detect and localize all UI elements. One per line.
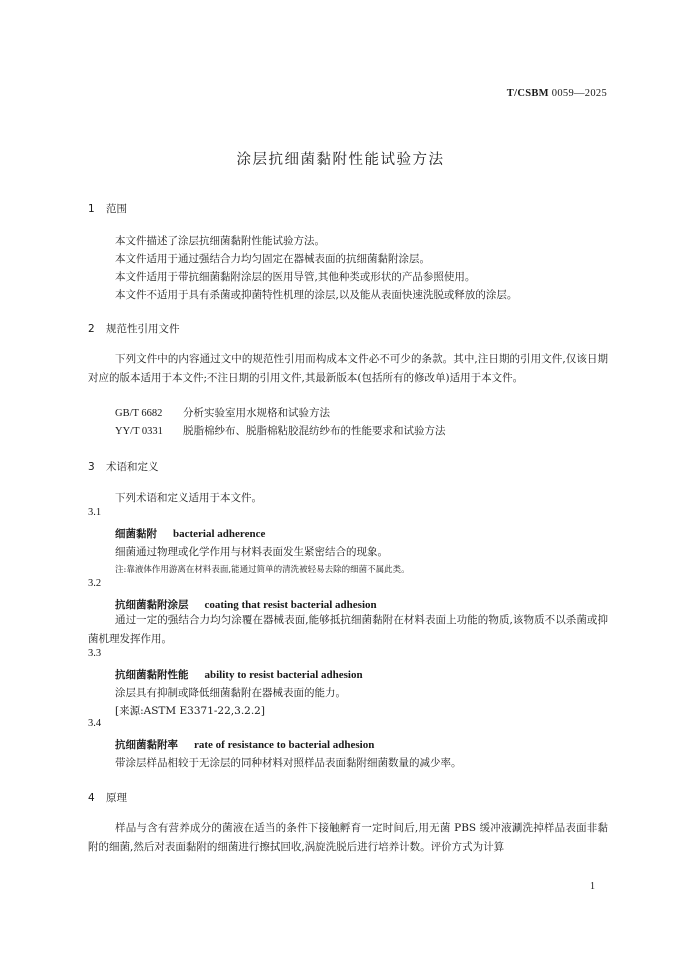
term-note: 注:靠液体作用游离在材料表面,能通过简单的清洗被轻易去除的细菌不属此类。 bbox=[115, 565, 410, 575]
term-definition: 涂层具有抑制或降低细菌黏附在器械表面的能力。 bbox=[115, 687, 346, 699]
page-number: 1 bbox=[590, 881, 595, 892]
section-3-heading bbox=[88, 459, 159, 474]
reference-title: 脱脂棉纱布、脱脂棉粘胶混纺纱布的性能要求和试验方法 bbox=[183, 425, 446, 437]
term-number: 3.4 bbox=[88, 718, 102, 729]
term-en: coating that resist bacterial adhesion bbox=[204, 599, 377, 611]
doc-id-prefix: T/CSBM bbox=[506, 88, 549, 99]
term-en: ability to resist bacterial adhesion bbox=[204, 669, 363, 681]
section-1-heading bbox=[88, 201, 127, 216]
section-number: 1 bbox=[88, 203, 95, 215]
term-zh: 抗细菌黏附性能 bbox=[115, 669, 189, 681]
section-number: 4 bbox=[88, 792, 95, 804]
reference-code: YY/T 0331 bbox=[115, 426, 163, 437]
term-number: 3.2 bbox=[88, 578, 102, 589]
document-title: 涂层抗细菌黏附性能试验方法 bbox=[236, 152, 445, 168]
term-definition: 通过一定的强结合力均匀涂覆在器械表面,能够抵抗细菌黏附在材料表面上功能的物质,该物质不以杀菌或抑菌机理发挥作用。 bbox=[88, 614, 608, 645]
section-title: 范围 bbox=[106, 203, 127, 215]
term-number: 3.1 bbox=[88, 507, 102, 518]
term-heading bbox=[115, 737, 374, 752]
reference-code: GB/T 6682 bbox=[115, 408, 163, 419]
scope-line: 本文件描述了涂层抗细菌黏附性能试验方法。 bbox=[115, 235, 325, 247]
term-heading bbox=[115, 597, 377, 612]
term-definition: 细菌通过物理或化学作用与材料表面发生紧密结合的现象。 bbox=[115, 546, 388, 558]
section-4-heading bbox=[88, 790, 127, 805]
section-number: 3 bbox=[88, 461, 95, 473]
term-zh: 抗细菌黏附率 bbox=[115, 739, 178, 751]
terms-intro: 下列术语和定义适用于本文件。 bbox=[115, 492, 262, 504]
reference-item bbox=[115, 405, 330, 420]
document-id bbox=[507, 88, 607, 99]
term-definition: 带涂层样品相较于无涂层的同种材料对照样品表面黏附细菌数量的减少率。 bbox=[115, 757, 462, 769]
doc-id-suffix: 0059—2025 bbox=[551, 88, 607, 99]
normative-references-intro: 下列文件中的内容通过文中的规范性引用而构成本文件必不可少的条款。其中,注日期的引用文件,仅该日期对应的版本适用于本文件;不注日期的引用文件,其最新版本(包括所有的修改单)适用于本文件。 bbox=[88, 353, 608, 384]
section-title: 规范性引用文件 bbox=[106, 323, 180, 335]
section-title: 术语和定义 bbox=[106, 461, 159, 473]
term-heading bbox=[115, 667, 363, 682]
scope-line: 本文件适用于带抗细菌黏附涂层的医用导管,其他种类或形状的产品参照使用。 bbox=[115, 271, 476, 283]
scope-line: 本文件不适用于具有杀菌或抑菌特性机理的涂层,以及能从表面快速洗脱或释放的涂层。 bbox=[115, 289, 518, 301]
term-en: rate of resistance to bacterial adhesion bbox=[194, 739, 375, 751]
scope-line: 本文件适用于通过强结合力均匀固定在器械表面的抗细菌黏附涂层。 bbox=[115, 253, 430, 265]
term-heading bbox=[115, 526, 265, 541]
reference-title: 分析实验室用水规格和试验方法 bbox=[183, 407, 330, 419]
reference-item bbox=[115, 423, 446, 438]
term-source: [来源:ASTM E3371-22,3.2.2] bbox=[115, 705, 265, 717]
principle-paragraph: 样品与含有营养成分的菌液在适当的条件下接触孵育一定时间后,用无菌 PBS 缓冲液涮洗掉样品表面非黏附的细菌,然后对表面黏附的细菌进行擦拭回收,涡旋洗脱后进行培养计数。评价方式为计算 bbox=[88, 822, 608, 853]
section-2-heading bbox=[88, 321, 180, 336]
term-number: 3.3 bbox=[88, 648, 102, 659]
section-number: 2 bbox=[88, 323, 95, 335]
term-zh: 细菌黏附 bbox=[115, 528, 157, 540]
term-en: bacterial adherence bbox=[173, 528, 266, 540]
section-title: 原理 bbox=[106, 792, 127, 804]
term-zh: 抗细菌黏附涂层 bbox=[115, 599, 189, 611]
